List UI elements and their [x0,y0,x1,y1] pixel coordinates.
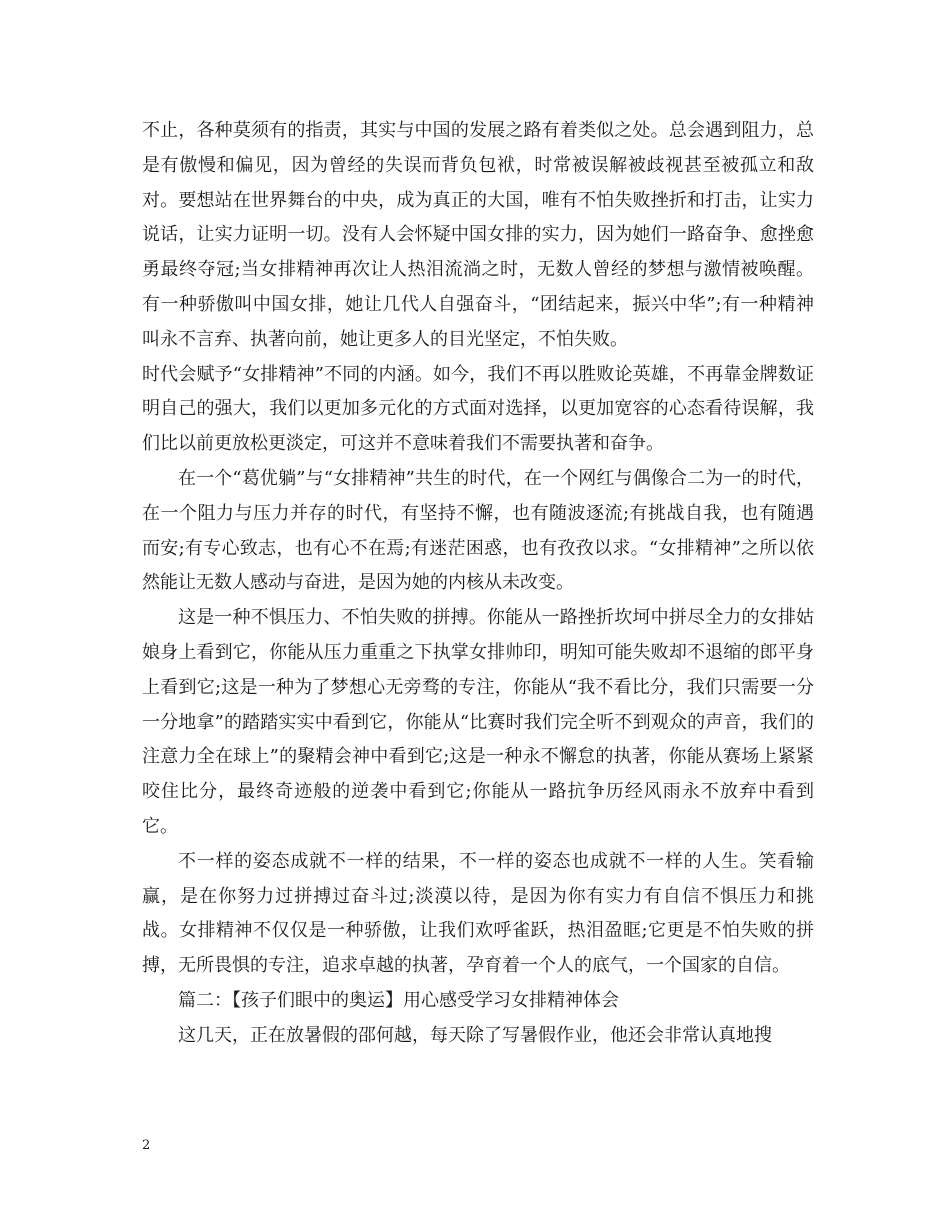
paragraph-1: 不止，各种莫须有的指责，其实与中国的发展之路有着类似之处。总会遇到阻力，总是有傲慢和偏见，因为曾经的失误而背负包袱，时常被误解被歧视甚至被孤立和敌对。要想站在世界舞台的中央，成为真正的大国，唯有不怕失败挫折和打击，让实力说话，让实力证明一切。没有人会怀疑中国女排的实力，因为她们一路奋争、愈挫愈勇最终夺冠;当女排精神再次让人热泪流淌之时，无数人曾经的梦想与激情被唤醒。有一种骄傲叫中国女排，她让几代人自强奋斗，“团结起来，振兴中华”;有一种精神叫永不言弃、执著向前，她让更多人的目光坚定，不怕失败。 [142,120,814,350]
paragraph-3: 在一个“葛优躺”与“女排精神”共生的时代，在一个网红与偶像合二为一的时代，在一个阻力与压力并存的时代，有坚持不懈，也有随波逐流;有挑战自我，也有随遇而安;有专心致志，也有心不在焉;有迷茫困惑，也有孜孜以求。“女排精神”之所以依然能让无数人感动与奋进，是因为她的内核从未改变。 [142,467,814,594]
paragraph-5: 不一样的姿态成就不一样的结果，不一样的姿态也成就不一样的人生。笑看输赢，是在你努力过拼搏过奋斗过;淡漠以待，是因为你有实力有自信不惧压力和挑战。女排精神不仅仅是一种骄傲，让我们欢呼雀跃，热泪盈眶;它更是不怕失败的拼搏，无所畏惧的专注，追求卓越的执著，孕育着一个人的底气，一个国家的自信。 [142,850,814,977]
section-heading: 篇二：【孩子们眼中的奥运】用心感受学习女排精神体会 [178,989,619,1011]
page-number: 2 [142,1138,151,1153]
closing-paragraph: 这几天，正在放暑假的邵何越，每天除了写暑假作业，他还会非常认真地搜 [178,1024,772,1046]
paragraph-2: 时代会赋予“女排精神”不同的内涵。如今，我们不再以胜败论英雄，不再靠金牌数证明自己的强大，我们以更加多元化的方式面对选择，以更加宽容的心态看待误解，我们比以前更放松更淡定，可这并不意味着我们不需要执著和奋争。 [142,363,814,455]
paragraph-4: 这是一种不惧压力、不怕失败的拼搏。你能从一路挫折坎坷中拼尽全力的女排姑娘身上看到它，你能从压力重重之下执掌女排帅印，明知可能失败却不退缩的郎平身上看到它;这是一种为了梦想心无旁骛的专注，你能从“我不看比分，我们只需要一分一分地拿”的踏踏实实中看到它，你能从“比赛时我们完全听不到观众的声音，我们的注意力全在球上”的聚精会神中看到它;这是一种永不懈怠的执著，你能从赛场上紧紧咬住比分，最终奇迹般的逆袭中看到它;你能从一路抗争历经风雨永不放弃中看到它。 [142,607,814,837]
document-body [142,114,814,1054]
